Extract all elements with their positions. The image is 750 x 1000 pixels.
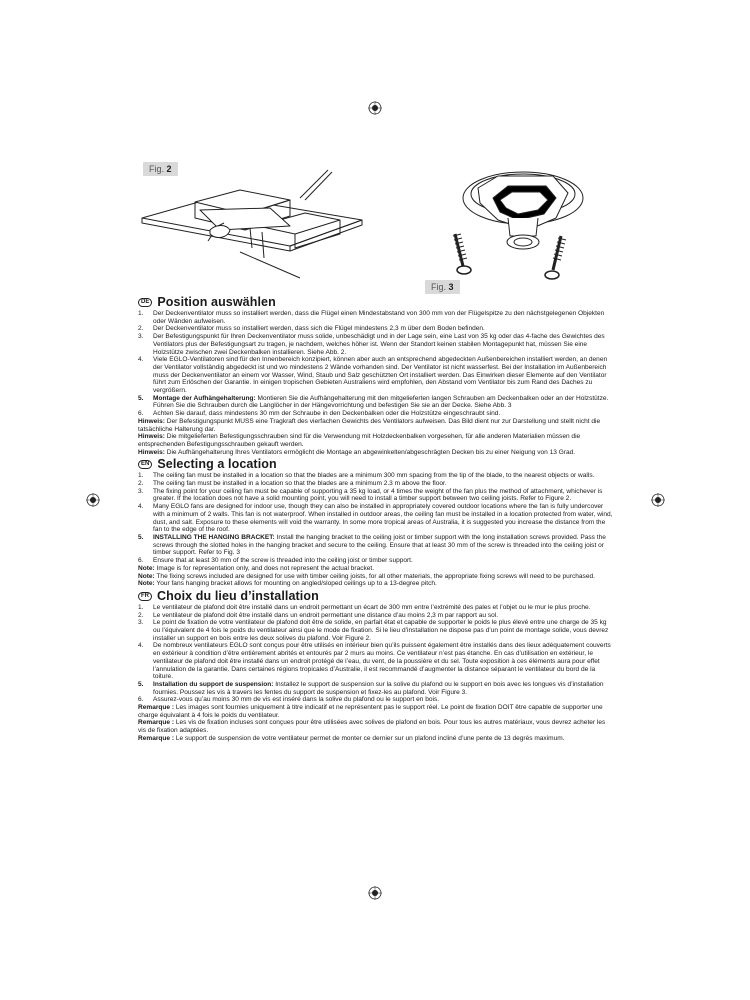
note: Hinweis: Die mitgelieferten Befestigungsschrauben sind für die Verwendung mit Holzdeckenbalken vorgesehen, für alle anderen Materialien müssen die entsprechenden Befestigungsschrauben gekauft werden.	[138, 433, 581, 448]
section-fr-title: Choix du lieu d’installation	[157, 588, 319, 603]
list-item: 6. Ensure that at least 30 mm of the screw is threaded into the ceiling joist or timber support.	[138, 557, 413, 565]
list-item: 6. Assurez-vous qu’au moins 30 mm de vis est inséré dans la solive du plafond ou le support en bois.	[138, 696, 440, 704]
section-fr-header	[138, 590, 614, 603]
list-item: 4. De nombreux ventilateurs EGLO sont conçus pour être utilisés en intérieur bien qu’ils puissent également être installés dans des lieux adéquatement couverts en extérieur à condition d’être entièrement abrités et entourés par 2 murs au moins. Ce ventilateur n’est pas étanche. En cas d’utilisation en extérieur, le ventilateur de plafond doit être installé dans un endroit protégé de l’eau, du vent, de la poussière et du sel. Toute exposition à ces éléments aura pour effet l’annulation de la garantie. Dans certaines régions tropicales d’Australie, il est recommandé d’augmenter la distance séparant le ventilateur du bord de la toiture.	[138, 642, 611, 681]
section-en-list	[138, 472, 614, 564]
section-de-list	[138, 310, 614, 418]
list-item: 5. INSTALLING THE HANGING BRACKET: Install the hanging bracket to the ceiling joist or timber support with the long installation screws provided. Pass the screws through the slotted holes in the hanging bracket and secure to the ceiling. Ensure that at least 30 mm of the screw is threaded into the ceiling joist or timber support. Refer to Fig. 3	[138, 533, 606, 557]
note: Remarque : Les images sont fournies uniquement à titre indicatif et ne représentent pas le support réel. Le point de fixation DOIT être capable de supporter une charge équivalant à 4 fois le poids du ventilateur.	[138, 704, 603, 719]
fig3-label: Fig. 3	[425, 280, 460, 294]
registration-mark-top-icon	[368, 101, 382, 115]
figure-3-bracket-illustration	[438, 158, 588, 288]
note: Remarque : Les vis de fixation incluses sont conçues pour être utilisées avec solives de plafond en bois. Pour tous les autres matériaux, vous devrez acheter les vis de fixation adaptées.	[138, 719, 606, 735]
note: Remarque : Le support de suspension de votre ventilateur permet de monter ce dernier sur un plafond incliné d’une pente de 13 degrés maximum.	[138, 734, 565, 742]
fig2-label: Fig. 2	[143, 162, 178, 176]
section-de-header	[138, 296, 614, 309]
list-item: 3. Le point de fixation de votre ventilateur de plafond doit être de solide, en parfait état et capable de supporter le poids le plus élevé entre une charge de 35 kg ou l’équivalent de 4 fois le poids du ventilateur ainsi que le mode de fixation. Si le lieu d’installation ne dispose pas d’un point de montage solide, vous devrez installer un support en bois entre les deux solives du plafond. Voir Figure 2.	[138, 619, 609, 642]
list-item: 5. Installation du support de suspension: Installez le support de suspension sur la solive du plafond ou le support en bois avec les longues vis d’installation fournies. Poussez les vis à travers les fentes du support de suspension et fixez-les au plafond. Voir Figure 3.	[138, 680, 604, 696]
list-item: 4. Viele EGLO-Ventilatoren sind für den Innenbereich konzipiert, können aber auch an entsprechend abgedeckten Außenbereichen installiert werden, an denen der Ventilator vollständig abgedeckt ist und wo mindestens 2 Wände vorhanden sind. Der Ventilator ist nicht wasserfest. Bei der Installation im Außenbereich muss der Deckenventilator an einem vor Wasser, Wind, Staub und Salz geschützten Ort installiert werden. Das Einwirken dieser Elemente auf den Ventilator führt zum Erlöschen der Garantie. In einigen tropischen Gebieten Australiens wird empfohlen, den Abstand vom Ventilator bis zum Rand des Daches zu vergrößern.	[138, 356, 608, 395]
list-item: 1. The ceiling fan must be installed in a location so that the blades are a minimum 300 mm spacing from the tip of the blade, to the nearest objects or walls.	[138, 472, 595, 480]
section-fr-list	[138, 604, 614, 704]
lang-badge-fr: FR	[138, 592, 152, 601]
note: Note: The fixing screws included are designed for use with timber ceiling joists, for all other materials, the appropriate fixing screws will need to be purchased.	[138, 572, 595, 580]
list-item: 4. Many EGLO fans are designed for indoor use, though they can also be installed in appropriately covered outdoor locations where the fan is fully undercover with a minimum of 2 walls. This fan is not waterproof. When installed in outdoor areas, the ceiling fan must be installed in a location protected from water, wind, dust, and salt. Exposure to these elements will void the warranty. In some more tropical areas of Australia, it is suggested you increase the distance from the fan to the edge of the roof.	[138, 503, 613, 534]
registration-mark-bottom-icon	[368, 886, 382, 900]
list-item: 2. Le ventilateur de plafond doit être installé dans un endroit permettant une distance d’au moins 2,3 m par rapport au sol.	[138, 611, 499, 619]
note: Note: Your fans hanging bracket allows for mounting on angled/sloped ceilings up to a 13-degree pitch.	[138, 580, 437, 588]
list-item: 1. Le ventilateur de plafond doit être installé dans un endroit permettant un écart de 300 mm entre l’extrémité des pales et l’objet ou le mur le plus proche.	[138, 603, 591, 611]
lang-badge-en: EN	[138, 460, 152, 469]
list-item: 6. Achten Sie darauf, dass mindestens 30 mm der Schraube in den Deckenbalken oder die Holzstütze eingeschraubt sind.	[138, 410, 501, 418]
note: Hinweis: Der Befestigungspunkt MUSS eine Tragkraft des vierfachen Gewichts des Ventilators aufweisen. Das Bild dient nur zur Darstellung und stellt nicht die tatsächliche Halterung dar.	[138, 417, 601, 433]
list-item: 5. Montage der Aufhängehalterung: Montieren Sie die Aufhängehalterung mit den mitgelieferten langen Schrauben am Deckenbalken oder an der Holzstütze. Führen Sie die Schrauben durch die Langlöcher in der Hängevorrichtung und befestigen Sie sie an der Decke. Siehe Abb. 3	[138, 394, 609, 410]
note: Note: Image is for representation only, and does not represent the actual bracket.	[138, 564, 375, 572]
instruction-text	[138, 294, 614, 743]
registration-mark-right-icon	[651, 493, 665, 507]
note: Hinweis: Die Aufhängehalterung Ihres Ventilators ermöglicht die Montage an abgewinkelten/abgeschrägten Decken bis zu einer Neigung von 13 Grad.	[138, 448, 576, 456]
lang-badge-de: DE	[138, 298, 152, 307]
section-en-header	[138, 458, 614, 471]
list-item: 2. Der Deckenventilator muss so installiert werden, dass sich die Flügel mindestens 2,3 m über dem Boden befinden.	[138, 325, 485, 333]
section-en-title: Selecting a location	[157, 457, 277, 472]
section-de-title: Position auswählen	[157, 295, 276, 309]
list-item: 3. The fixing point for your ceiling fan must be capable of supporting a 35 kg load, or 4 times the weight of the fan plus the method of attachment, whichever is greater. If the location does not have a solid mounting point, you will need to install a timber support between two ceiling joists. Refer to Figure 2.	[138, 487, 603, 503]
list-item: 1. Der Deckenventilator muss so installiert werden, dass die Flügel einen Mindestabstand von 300 mm von der Flügelspitze zu den nächstgelegenen Objekten oder Wänden aufweisen.	[138, 310, 605, 325]
list-item: 3. Der Befestigungspunkt für Ihren Deckenventilator muss solide, unbeschädigt und in der Lage sein, eine Last von 35 kg oder das 4-fache des Gewichtes des Ventilators plus der Befestigungsart zu tragen, je nachdem, welches höher ist. Wenn der Standort keinen stabilen Montagepunkt hat, müssen Sie eine Holzstütze zwischen zwei Deckenbalken installieren. Siehe Abb. 2.	[138, 333, 605, 356]
list-item: 2. The ceiling fan must be installed in a location so that the blades are a minimum 2.3 m above the floor.	[138, 480, 447, 488]
figure-2-joist-illustration	[140, 168, 365, 280]
registration-mark-left-icon	[86, 493, 100, 507]
